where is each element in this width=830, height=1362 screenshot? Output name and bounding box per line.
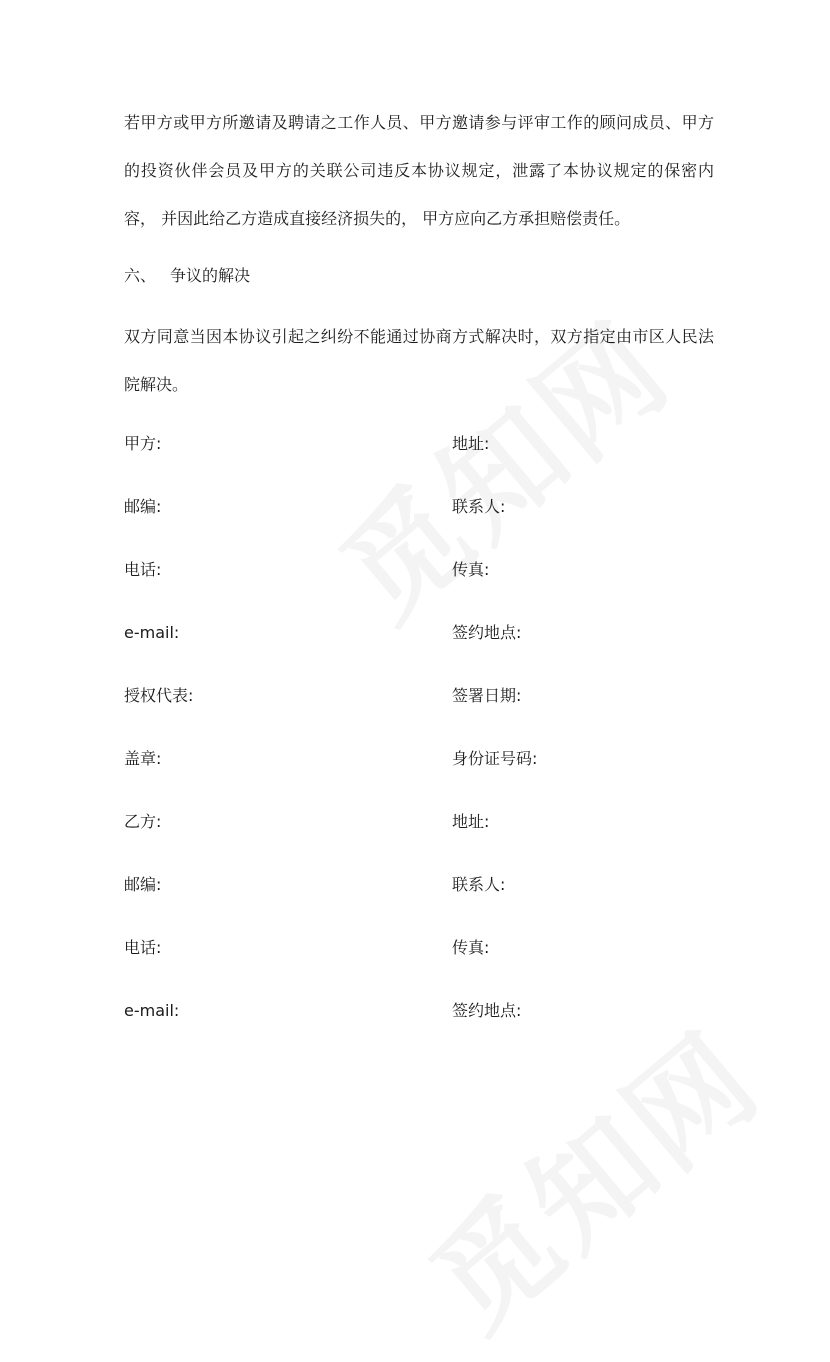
field-label-left: 邮编: <box>124 875 162 894</box>
section-number: 六、 <box>124 266 157 285</box>
field-row <box>124 618 724 648</box>
section-heading <box>124 252 250 300</box>
field-label-left: e-mail: <box>124 623 180 642</box>
field-label-right: 传真: <box>452 560 490 579</box>
field-label-left: 甲方: <box>124 434 162 453</box>
field-label-left: 电话: <box>124 560 162 579</box>
field-label-left: e-mail: <box>124 1001 180 1020</box>
field-label-right: 签约地点: <box>452 1001 522 1020</box>
field-label-right: 传真: <box>452 938 490 957</box>
field-row <box>124 744 724 774</box>
field-label-right: 身份证号码: <box>452 749 538 768</box>
field-label-right: 联系人: <box>452 875 506 894</box>
field-row <box>124 492 724 522</box>
field-label-right: 签约地点: <box>452 623 522 642</box>
field-row <box>124 555 724 585</box>
field-row <box>124 681 724 711</box>
paragraph-confidentiality-liability: 若甲方或甲方所邀请及聘请之工作人员、甲方邀请参与评审工作的顾问成员、甲方的投资伙伴会员及甲方的关联公司违反本协议规定，泄露了本协议规定的保密内容， 并因此给乙方造成直接经济损失的， 甲方应向乙方承担赔偿责任。 <box>124 113 714 228</box>
section-title: 争议的解决 <box>170 266 251 285</box>
field-label-right: 地址: <box>452 434 490 453</box>
field-row <box>124 807 724 837</box>
field-label-left: 邮编: <box>124 497 162 516</box>
field-row <box>124 933 724 963</box>
field-label-right: 签署日期: <box>452 686 522 705</box>
paragraph-dispute-resolution: 双方同意当因本协议引起之纠纷不能通过协商方式解决时，双方指定由市区人民法院解决。 <box>124 327 714 394</box>
field-row <box>124 429 724 459</box>
field-label-right: 地址: <box>452 812 490 831</box>
watermark <box>390 987 790 1362</box>
field-label-left: 授权代表: <box>124 686 194 705</box>
field-label-left: 电话: <box>124 938 162 957</box>
field-row <box>124 870 724 900</box>
field-label-left: 乙方: <box>124 812 162 831</box>
field-label-left: 盖章: <box>124 749 162 768</box>
field-row <box>124 996 724 1026</box>
field-label-right: 联系人: <box>452 497 506 516</box>
